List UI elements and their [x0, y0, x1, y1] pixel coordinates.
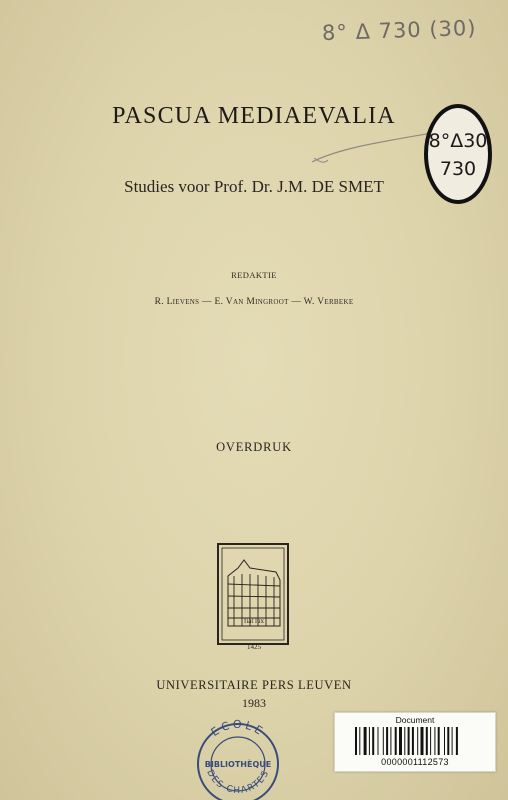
pencil-mark [310, 128, 440, 168]
inventory-stamp-line1: 8°Δ30 [428, 130, 488, 152]
barcode-sticker [334, 712, 496, 772]
editors-line: R. Lievens — E. Van Mingroot — W. Verbeke [154, 297, 354, 307]
inventory-stamp [423, 103, 493, 205]
publisher-name: UNIVERSITAIRE PERS LEUVEN [156, 678, 352, 692]
handwritten-shelfmark: 8° Δ 730 (30) [321, 15, 477, 46]
barcode-number: 0000001112573 [381, 757, 449, 767]
barcode-title: Document [395, 715, 435, 725]
redaktie-label: REDAKTIE [231, 270, 277, 280]
barcode-bars [355, 727, 475, 755]
library-stamp-bottom: DES CHARTES [204, 768, 272, 797]
inventory-stamp-line2: 730 [439, 158, 477, 180]
logo-year: 1425 [247, 643, 261, 651]
book-subtitle: Studies voor Prof. Dr. J.M. DE SMET [124, 177, 384, 196]
library-stamp [190, 712, 286, 800]
offprint-label: OVERDRUK [216, 440, 292, 454]
logo-motto: fiat lux [243, 617, 265, 625]
publication-year: 1983 [242, 696, 266, 710]
library-stamp-middle: BIBLIOTHÈQUE [204, 760, 272, 769]
library-stamp-top: ECOLE [208, 717, 268, 740]
book-title: PASCUA MEDIAEVALIA [112, 103, 396, 129]
publisher-logo [214, 540, 292, 652]
